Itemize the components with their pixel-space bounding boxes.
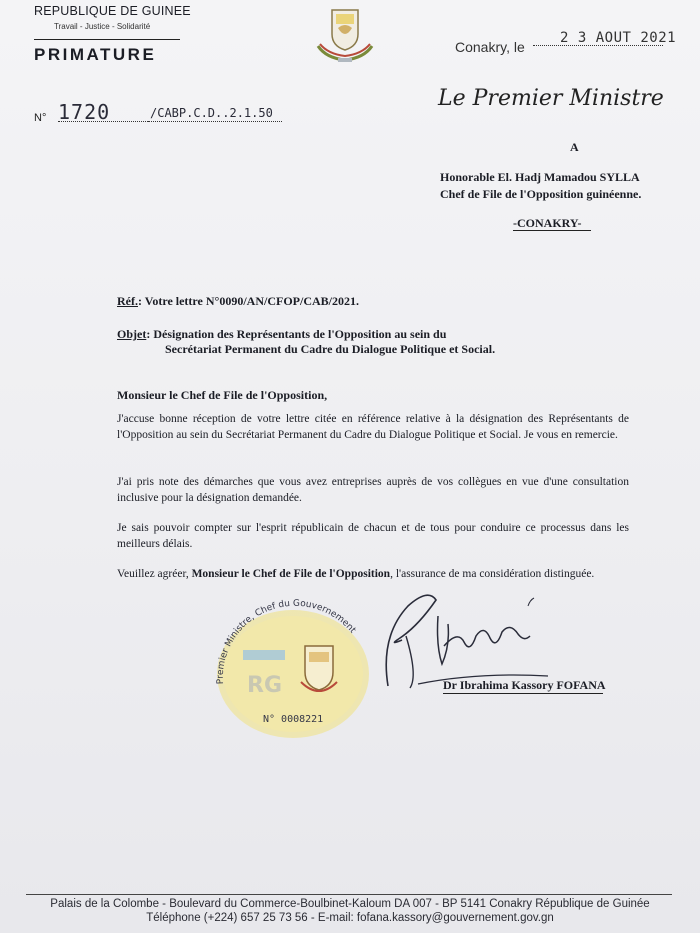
letter-reference [117,294,359,309]
letter-date: 2 3 AOUT 2021 [560,30,677,46]
signer-underline [443,693,603,694]
footer-contact: Téléphone (+224) 657 25 73 56 - E-mail: fofana.kassory@gouvernement.gov.gn [146,912,554,924]
reference-number-label: N° [34,112,47,124]
date-label: Conakry, le [455,39,525,55]
footer-divider [26,894,672,895]
header-divider [34,39,180,40]
stamp-initials: RG [247,673,282,698]
salutation: Monsieur le Chef de File de l'Opposition, [117,388,328,402]
coat-of-arms-icon [312,0,378,66]
letter-object [117,326,446,342]
object-line-1: : Désignation des Représentants de l'Opposition au sein du [146,327,447,341]
recipient-name: Honorable El. Hadj Mamadou SYLLA [440,170,640,184]
recipient-to: A [570,140,579,154]
city-underline [513,230,591,231]
paragraph-1: J'accuse bonne réception de votre lettre citée en référence relative à la désignation des Représentants de l'Opposition au sein du Secrétariat Permanent du Cadre du Dialogue Politique et Social. Je vous en remercie. [117,413,629,441]
sender-title: Le Premier Ministre [438,86,664,111]
object-line-2: Secrétariat Permanent du Cadre du Dialogue Politique et Social. [165,342,496,356]
stamp-serial: N° 0008221 [263,714,324,725]
object-label: Objet [117,327,147,341]
signer-name: Dr Ibrahima Kassory FOFANA [443,678,606,692]
recipient-city: -CONAKRY- [513,216,582,230]
closing-end: , l'assurance de ma considération distinguée. [390,568,595,580]
paragraph-3: Je sais pouvoir compter sur l'esprit républicain de chacun et de tous pour conduire ce processus dans les meilleurs délais. [117,522,629,550]
reference-number-value: 1720 [58,100,111,124]
office-name: PRIMATURE [34,45,157,64]
stamp-arc-text: Premier Ministre, Chef du Gouvernement [215,598,358,685]
reference-text: : Votre lettre N°0090/AN/CFOP/CAB/2021. [138,294,359,308]
closing-start: Veuillez agréer, [117,568,192,580]
footer-address: Palais de la Colombe - Boulevard du Commerce-Boulbinet-Kaloum DA 007 - BP 5141 Conakry République de Guinée [50,898,650,910]
national-motto: Travail - Justice - Solidarité [54,22,151,31]
paragraph-2: J'ai pris note des démarches que vous avez entreprises auprès de vos collègues en vue d'une consultation inclusive pour la désignation demandée. [117,476,629,504]
recipient-role: Chef de File de l'Opposition guinéenne. [440,187,642,201]
reference-number-dotted-line [58,121,150,122]
reference-label: Réf. [117,294,138,308]
reference-suffix-dotted-line [148,121,282,122]
official-stamp [205,592,380,742]
closing-bold: Monsieur le Chef de File de l'Opposition [191,568,391,580]
republic-name: REPUBLIQUE DE GUINEE [34,4,191,18]
reference-number-suffix: /CABP.C.D..2.1.50 [150,106,273,120]
